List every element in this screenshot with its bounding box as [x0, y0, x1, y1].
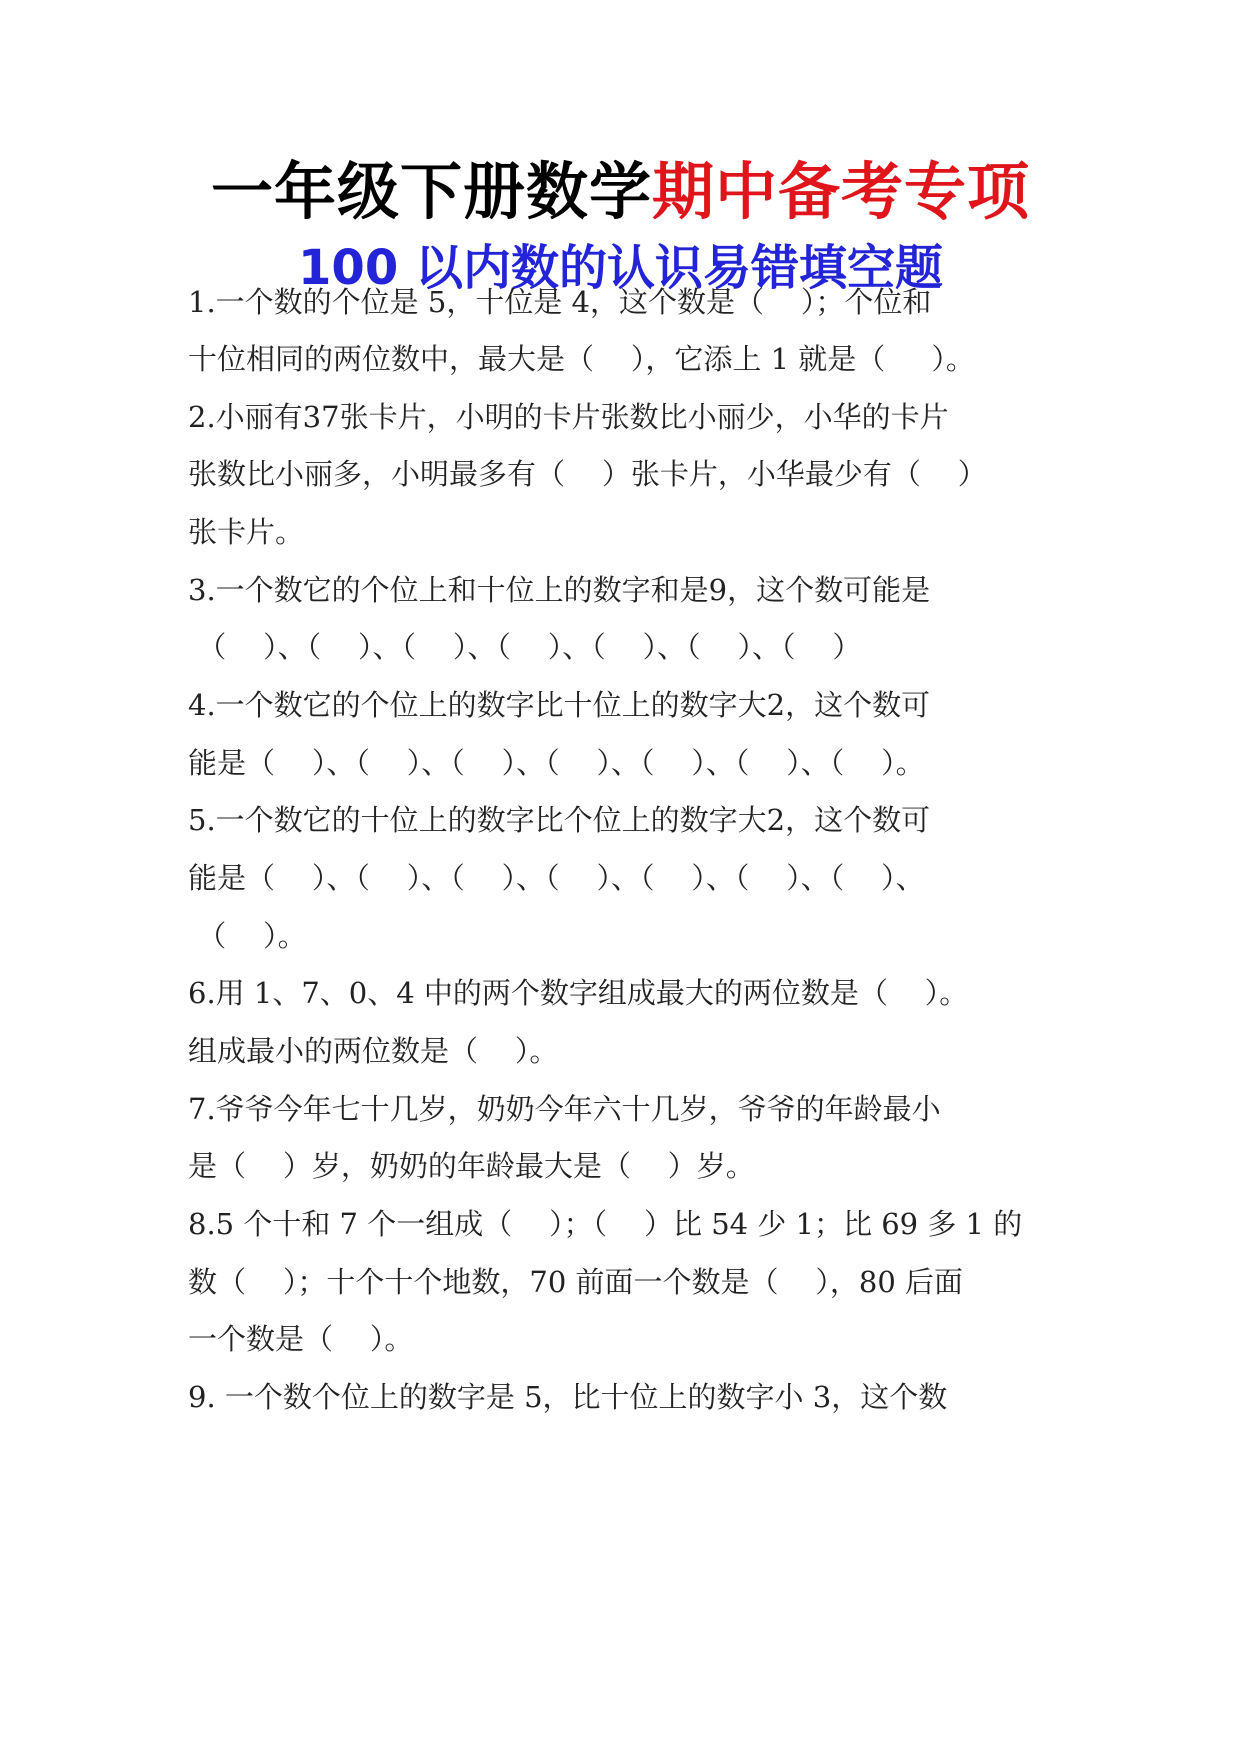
question-line: 4.一个数它的个位上的数字比十位上的数字大2，这个数可: [188, 688, 931, 722]
question-line: 十位相同的两位数中，最大是（ ），它添上 1 就是（ ）。: [188, 342, 975, 376]
title-red-part: 期中备考专项: [652, 155, 1031, 228]
question-line: 数（ ）；十个十个地数，70 前面一个数是（ ），80 后面: [188, 1265, 963, 1299]
page-subtitle: 100 以内数的认识易错填空题: [298, 240, 943, 296]
question-line: 一个数是（ ）。: [188, 1322, 414, 1356]
question-line: （ ）、（ ）、（ ）、（ ）、（ ）、（ ）、（ ）: [188, 630, 862, 664]
question-line: （ ）。: [188, 919, 307, 953]
question-line: 5.一个数它的十位上的数字比个位上的数字大2，这个数可: [188, 803, 931, 837]
question-line: 能是（ ）、（ ）、（ ）、（ ）、（ ）、（ ）、（ ）、: [188, 861, 925, 895]
page-title: [0, 152, 1241, 232]
question-line: 1.一个数的个位是 5，十位是 4，这个数是（ ）；个位和: [188, 285, 932, 319]
question-line: 2.小丽有37张卡片，小明的卡片张数比小丽少，小华的卡片: [188, 400, 949, 434]
question-line: 是（ ）岁，奶奶的年龄最大是（ ）岁。: [188, 1149, 755, 1183]
question-line: 张卡片。: [188, 515, 305, 549]
question-line: 6.用 1、7、0、4 中的两个数字组成最大的两位数是（ ）。: [188, 976, 969, 1010]
title-black-part: 一年级下册数学: [210, 155, 652, 228]
question-line: 8.5 个十和 7 个一组成（ ）；（ ）比 54 少 1；比 69 多 1 的: [188, 1207, 1023, 1241]
question-line: 张数比小丽多，小明最多有（ ）张卡片，小华最少有（ ）: [188, 457, 987, 491]
question-line: 7.爷爷今年七十几岁，奶奶今年六十几岁，爷爷的年龄最小: [188, 1092, 941, 1126]
question-line: 9. 一个数个位上的数字是 5，比十位上的数字小 3，这个数: [188, 1380, 948, 1414]
question-line: 3.一个数它的个位上和十位上的数字和是9，这个数可能是: [188, 573, 931, 607]
question-line: 组成最小的两位数是（ ）。: [188, 1034, 559, 1068]
question-line: 能是（ ）、（ ）、（ ）、（ ）、（ ）、（ ）、（ ）。: [188, 746, 925, 780]
